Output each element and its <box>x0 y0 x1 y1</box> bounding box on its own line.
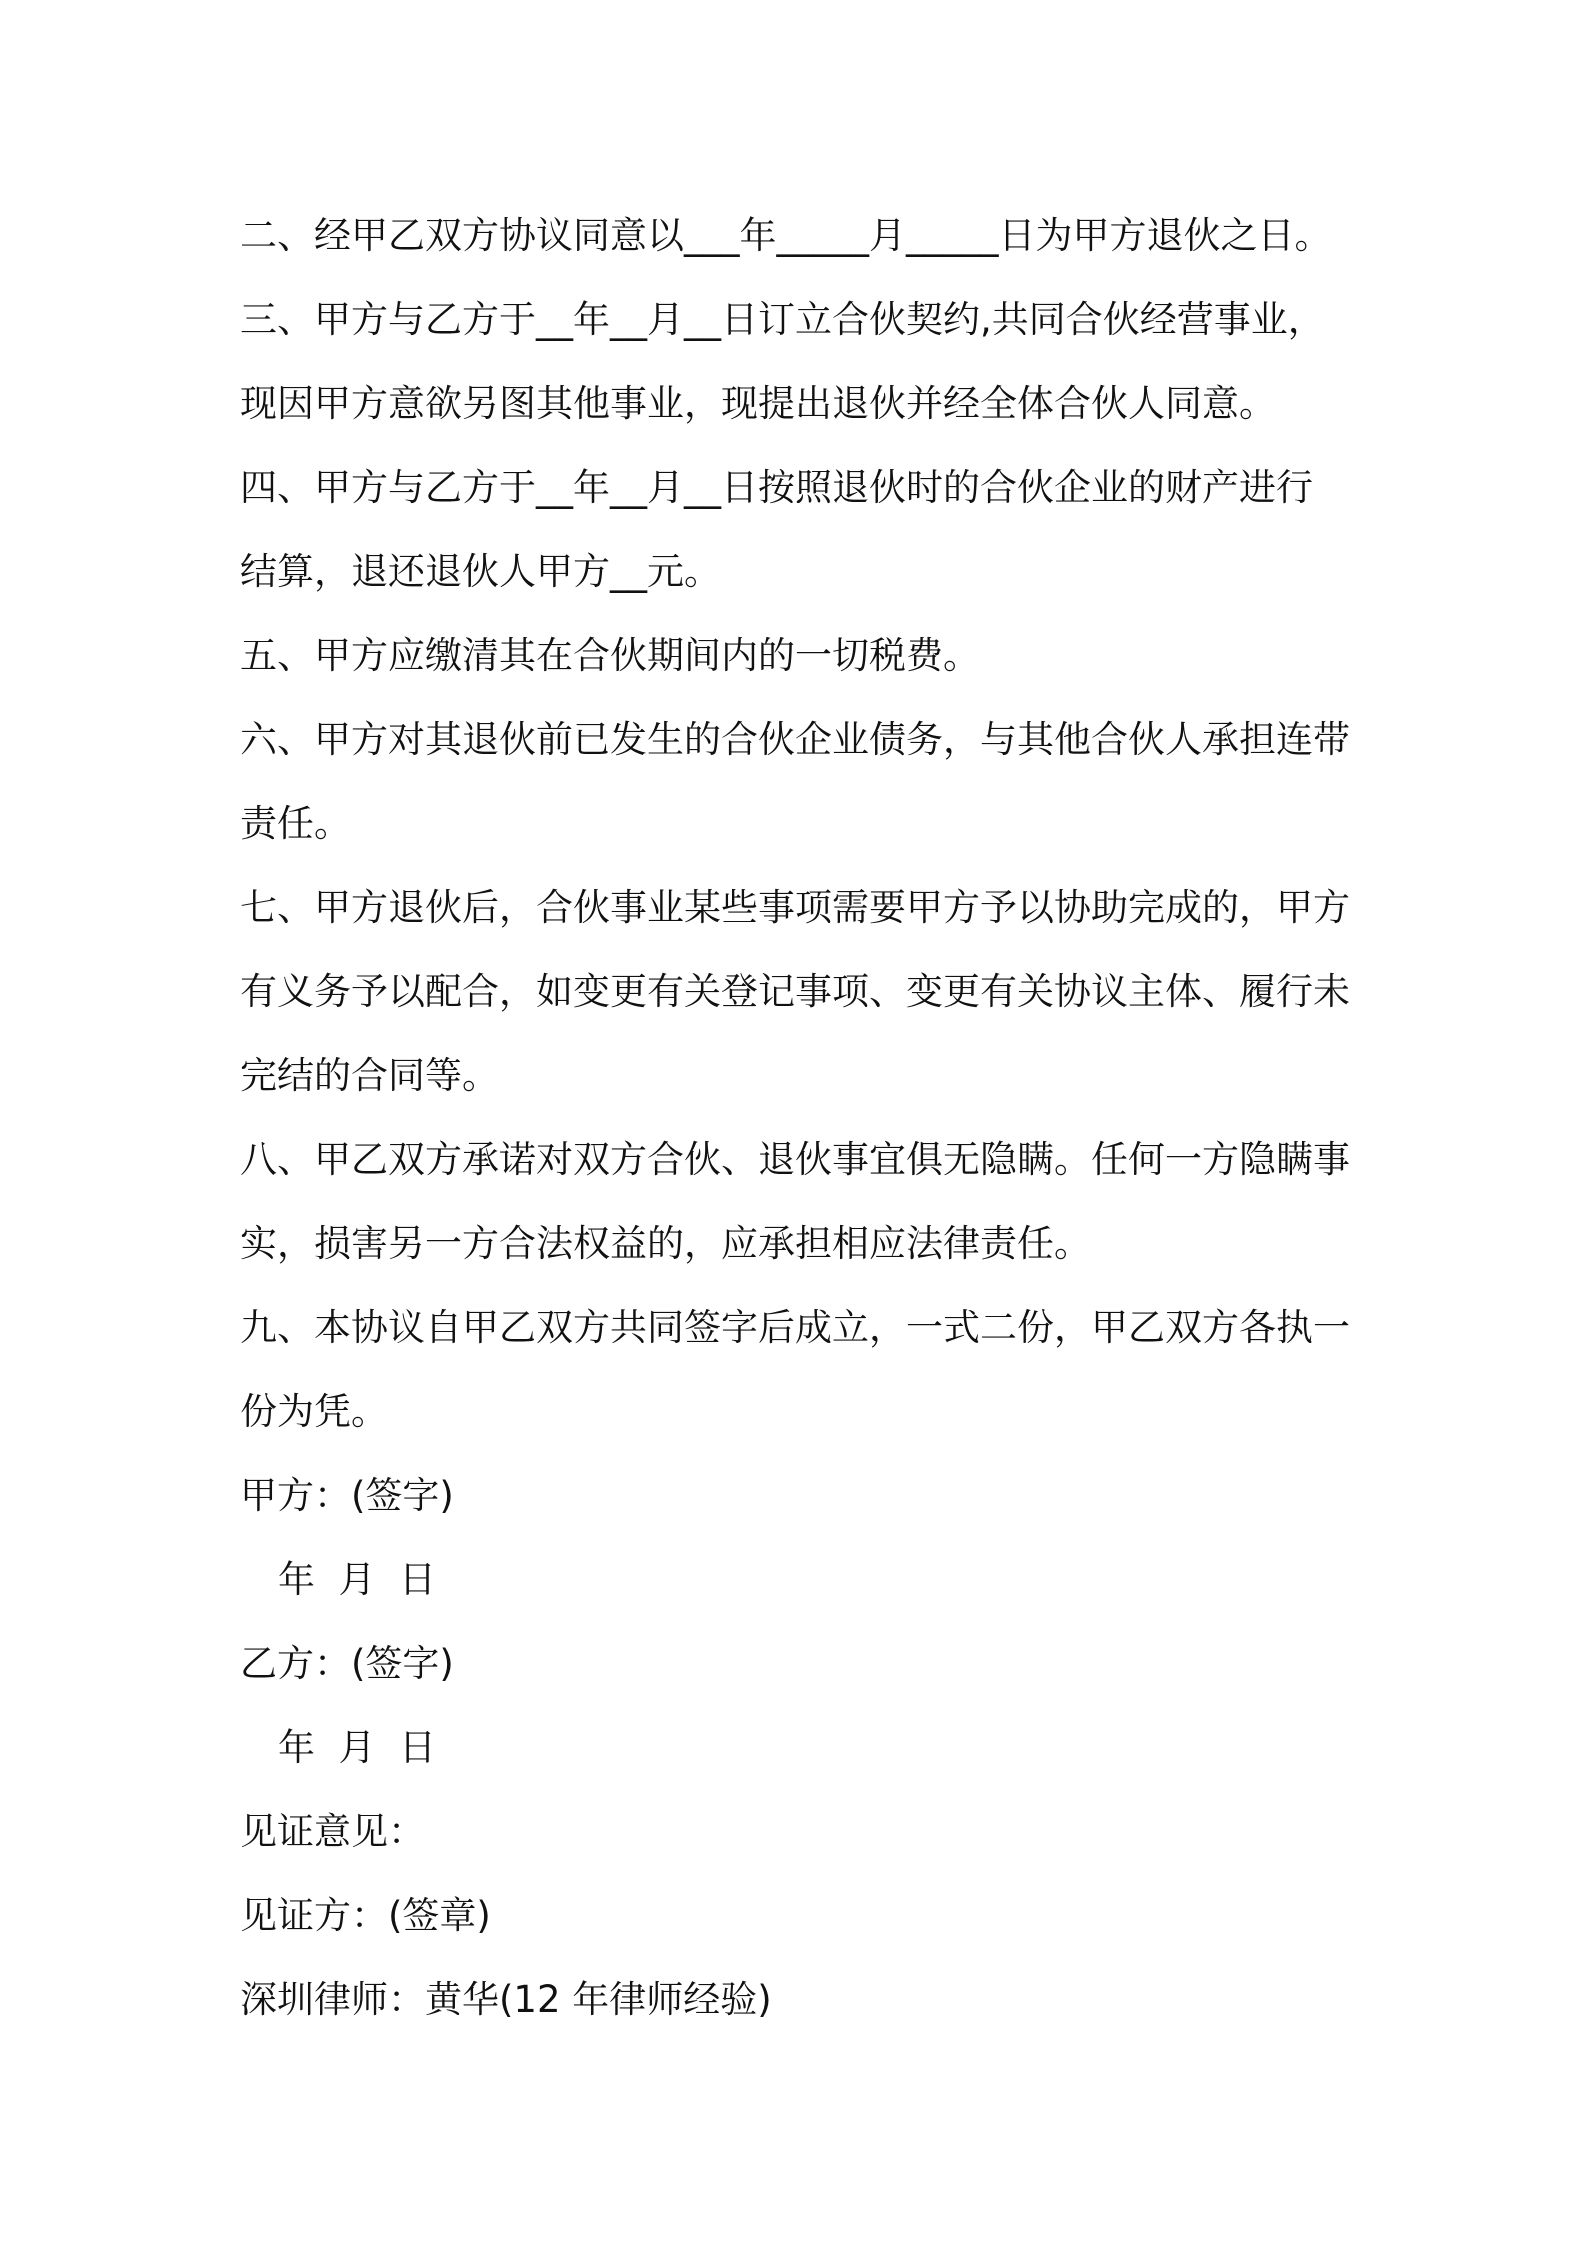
clause-9-line-1: 九、本协议自甲乙双方共同签字后成立，一式二份，甲乙双方各执一 <box>240 1306 1350 1349</box>
clause-5-line-1: 五、甲方应缴清其在合伙期间内的一切税费。 <box>240 634 980 677</box>
clause-2-line-1: 二、经甲乙双方协议同意以___年_____月_____日为甲方退伙之日。 <box>240 214 1332 257</box>
clause-3-line-2: 现因甲方意欲另图其他事业，现提出退伙并经全体合伙人同意。 <box>240 382 1276 425</box>
party-a-date: 年 月 日 <box>278 1558 437 1601</box>
lawyer-credit: 深圳律师：黄华(12 年律师经验) <box>240 1978 772 2021</box>
clause-7-line-3: 完结的合同等。 <box>240 1054 499 1097</box>
clause-9-line-2: 份为凭。 <box>240 1390 388 1433</box>
document-body <box>240 194 1370 2042</box>
clause-3-line-1: 三、甲方与乙方于__年__月__日订立合伙契约,共同合伙经营事业， <box>240 298 1325 341</box>
clause-4-line-2: 结算，退还退伙人甲方__元。 <box>240 550 721 593</box>
party-b-signature: 乙方：(签字) <box>240 1642 454 1685</box>
clause-8-line-1: 八、甲乙双方承诺对双方合伙、退伙事宜俱无隐瞒。任何一方隐瞒事 <box>240 1138 1350 1181</box>
clause-7-line-1: 七、甲方退伙后，合伙事业某些事项需要甲方予以协助完成的，甲方 <box>240 886 1350 929</box>
witness-opinion: 见证意见： <box>240 1810 425 1853</box>
party-b-date: 年 月 日 <box>278 1726 437 1769</box>
clause-4-line-1: 四、甲方与乙方于__年__月__日按照退伙时的合伙企业的财产进行 <box>240 466 1313 509</box>
clause-6-line-1: 六、甲方对其退伙前已发生的合伙企业债务，与其他合伙人承担连带 <box>240 718 1350 761</box>
clause-7-line-2: 有义务予以配合，如变更有关登记事项、变更有关协议主体、履行未 <box>240 970 1350 1013</box>
clause-8-line-2: 实，损害另一方合法权益的，应承担相应法律责任。 <box>240 1222 1091 1265</box>
clause-6-line-2: 责任。 <box>240 802 351 845</box>
party-a-signature: 甲方：(签字) <box>240 1474 454 1517</box>
witness-party: 见证方：(签章) <box>240 1894 491 1937</box>
